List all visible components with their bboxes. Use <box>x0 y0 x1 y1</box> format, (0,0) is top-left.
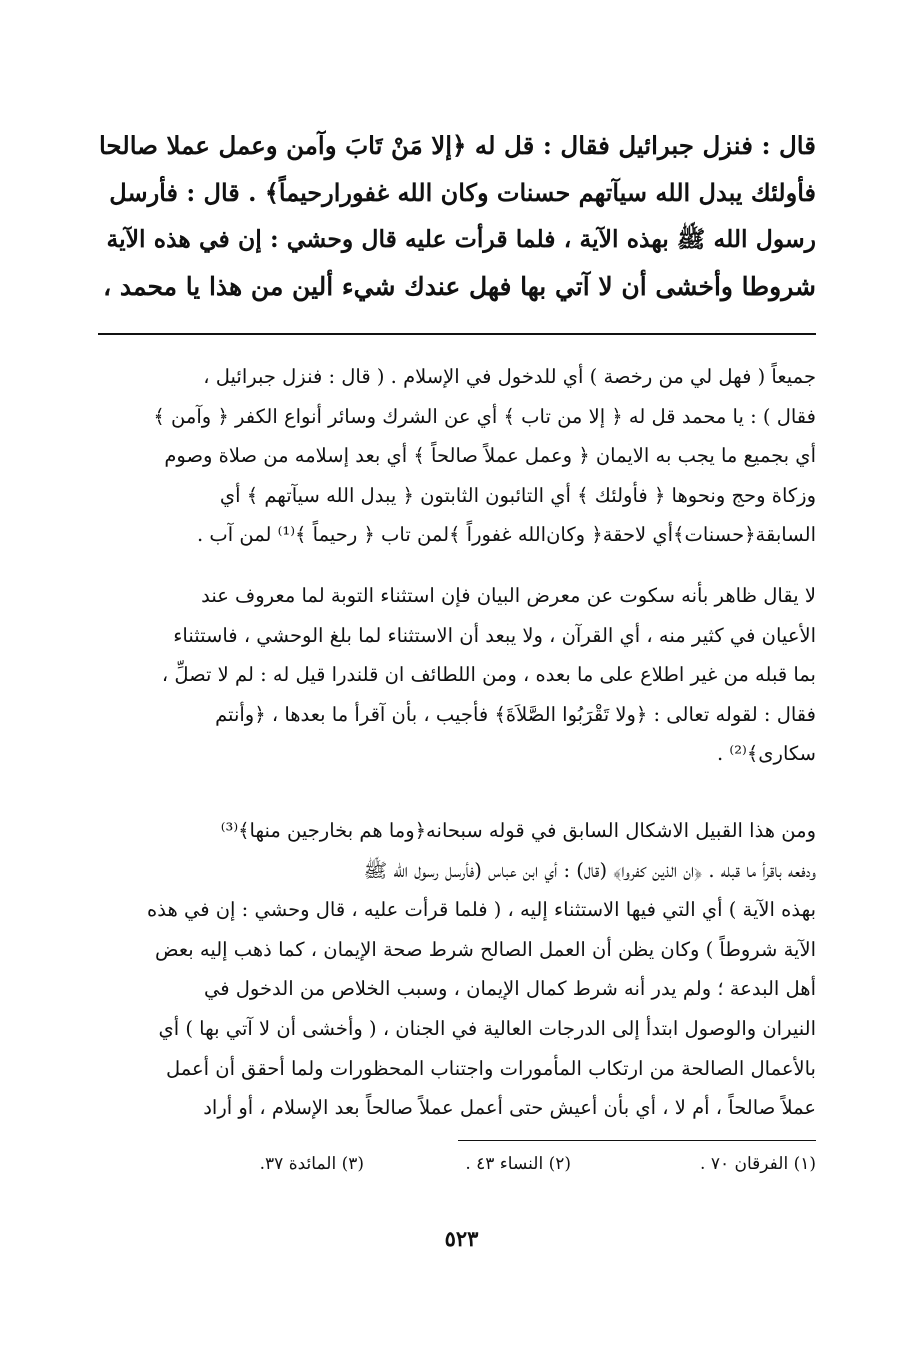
sharh-line: بالأعمال الصالحة من ارتكاب المأمورات واجتناب المحظورات ولما أحقق أن أعمل <box>165 1056 816 1080</box>
sharh-line: ومن هذا القبيل الاشكال السابق في قوله سبحانه﴿وما هم بخارجين منها﴾⁽³⁾ <box>220 819 816 842</box>
sharh-line: لا يقال ظاهر بأنه سكوت عن معرض البيان فإن استثناء التوبة لما معروف عند <box>201 584 816 607</box>
sharh-line: أي بجميع ما يجب به الايمان ﴿ وعمل عملاً صالحاً ﴾ أي بعد إسلامه من صلاة وصوم <box>164 444 816 468</box>
sharh-line: بهذه الآية ) أي التي فيها الاستثناء إليه ، ( فلما قرأت عليه ، قال وحشي : إن في هذه <box>147 898 816 922</box>
matn-text <box>98 122 816 310</box>
sharh-line: عملاً صالحاً ، أم لا ، أي بأن أعيش حتى أعمل عملاً صالحاً بعد الإسلام ، أو أراد <box>203 1096 816 1120</box>
matn-line: رسول الله ﷺ بهذه الآية ، فلما قرأت عليه قال وحشي : إن في هذه الآية <box>106 225 816 253</box>
sharh-line: بما قبله من غير اطلاع على ما بعده ، ومن اللطائف ان قلندرا قيل له : لم لا تصلِّ ، <box>161 663 816 687</box>
sharh-paragraph-1 <box>98 357 816 555</box>
footnote-separator-rule <box>458 1140 816 1141</box>
sharh-line: فقال ) : يا محمد قل له ﴿ إلا من تاب ﴾ أي عن الشرك وسائر أنواع الكفر ﴿ وآمن ﴾ <box>153 404 816 428</box>
footnotes <box>190 1150 816 1178</box>
sharh-line: ودفعه باقرأ ما قبله . ﴿ان الذين كفروا﴾ (قال) : أي ابن عباس (فأرسل رسول الله ﷺ <box>363 858 816 882</box>
footnote-3: (٣) المائدة ٣٧. <box>259 1154 364 1174</box>
sharh-paragraph-3 <box>98 811 816 1128</box>
sharh-line: الآية شروطاً ) وكان يظن أن العمل الصالح شرط صحة الإيمان ، كما ذهب إليه بعض <box>154 937 816 961</box>
matn-separator-rule <box>98 333 816 335</box>
sharh-line: أهل البدعة ؛ ولم يدر أنه شرط كمال الإيمان ، وسبب الخلاص من الدخول في <box>203 977 816 1001</box>
matn-line: شروطا وأخشى أن لا آتي بها فهل عندك شيء ألين من هذا يا محمد ، <box>103 272 816 301</box>
footnote-2: (٢) النساء ٤٣ . <box>465 1154 571 1174</box>
sharh-line: النيران والوصول ابتدأ إلى الدرجات العالية في الجنان ، ( وأخشى أن لا آتي بها ) أي <box>158 1016 816 1040</box>
sharh-line: الأعيان في كثير منه ، أي القرآن ، ولا يبعد أن الاستثناء لما بلغ الوحشي ، فاستثناء <box>173 623 816 647</box>
matn-line: قال : فنزل جبرائيل فقال : قل له ﴿إلا مَنْ تَابَ وآمن وعمل عملا صالحا <box>98 131 816 160</box>
footnote-1: (١) الفرقان ٧٠ . <box>700 1154 816 1174</box>
sharh-line: السابقة﴿حسنات﴾أي لاحقة﴿ وكان‌الله غفوراً ﴾لمن تاب ﴿ رحيماً ﴾⁽¹⁾ لمن آب . <box>197 523 816 547</box>
sharh-line: سكارى﴾⁽²⁾ . <box>717 742 816 766</box>
sharh-line: جميعاً ( فهل لي من رخصة ) أي للدخول في الإسلام . ( قال : فنزل جبرائيل ، <box>203 365 816 388</box>
sharh-line: فقال : لقوله تعالى : ﴿ولا تَقْرَبُوا الصَّلاَةَ﴾ فأجيب ، بأن آقرأ ما بعدها ، ﴿وأنتم <box>215 702 816 726</box>
sharh-line: وزكاة وحج ونحوها ﴿ فأولئك ﴾ أي التائبون الثابتون ﴿ يبدل الله سيآتهم ﴾ أي <box>219 483 816 507</box>
matn-line: فأولئك يبدل الله سيآتهم حسنات وكان الله غفورارحيماً﴾ . قال : فأرسل <box>109 178 816 207</box>
sharh-paragraph-2 <box>98 576 816 774</box>
page-number: ٥٢٣ <box>444 1226 479 1251</box>
